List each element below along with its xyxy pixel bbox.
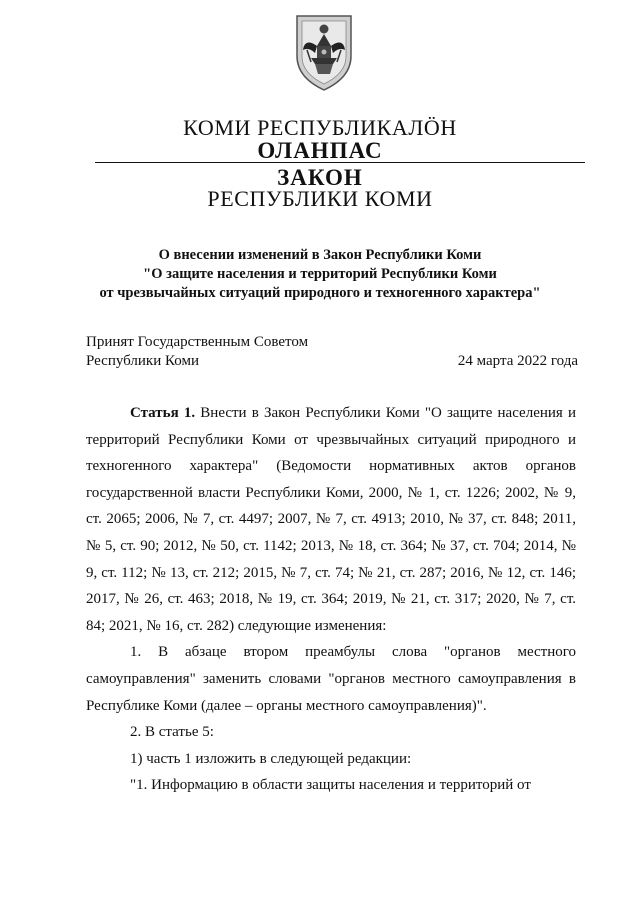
- header-olanpas: ОЛАНПАС: [257, 138, 383, 163]
- adopted-by-line-1: Принят Государственным Советом: [86, 334, 309, 350]
- amendment-item-2: 2. В статье 5:: [130, 724, 214, 741]
- article-1-paragraph: [86, 400, 576, 639]
- article-label: Статья 1.: [130, 405, 196, 421]
- header-zakon: ЗАКОН: [277, 165, 363, 190]
- law-title-line-2: "О защите населения и территорий Республики Коми: [143, 266, 497, 282]
- header-komi-republic: КОМИ РЕСПУБЛИКАЛӦН: [183, 115, 457, 140]
- amendment-item-1: 1. В абзаце втором преамбулы слова "органов местного самоуправления" заменить словами "органов местного самоуправления в Республике Коми (далее – органы местного самоуправления)".: [86, 644, 576, 714]
- komi-coat-of-arms-icon: [293, 12, 355, 92]
- adopted-by-line-2: Республики Коми: [86, 353, 199, 369]
- quoted-text-start: "1. Информацию в области защиты населения и территорий от: [130, 777, 531, 794]
- amendment-item-2-1: 1) часть 1 изложить в следующей редакции:: [130, 750, 412, 767]
- law-title-line-1: О внесении изменений в Закон Республики Коми: [158, 247, 482, 263]
- law-body: [86, 400, 576, 799]
- article-1-text: Внести в Закон Республики Коми "О защите населения и территорий Республики Коми от чрезвычайных ситуаций природного и техногенного характера" (Ведомости нормативных актов органов государственной власти Республики Коми, 2000, № 1, ст. 1226; 2002, № 9, ст. 2065; 2006, № 7, ст. 4497; 2007, № 7, ст. 4913; 2010, № 37, ст. 848; 2011, № 5, ст. 90; 2012, № 50, ст. 1142; 2013, № 18, ст. 364; № 37, ст. 704; 2014, № 9, ст. 112; № 13, ст. 212; 2015, № 7, ст. 74; № 21, ст. 287; 2016, № 12, ст. 146; 2017, № 26, ст. 463; 2018, № 19, ст. 364; 2019, № 21, ст. 317; 2020, № 7, ст. 84; 2021, № 16, ст. 282) следующие изменения:: [86, 405, 576, 634]
- header-divider: [95, 162, 585, 163]
- adoption-date: 24 марта 2022 года: [457, 353, 578, 369]
- law-title-line-3: от чрезвычайных ситуаций природного и техногенного характера": [99, 285, 541, 301]
- header-republic-komi: РЕСПУБЛИКИ КОМИ: [207, 186, 433, 211]
